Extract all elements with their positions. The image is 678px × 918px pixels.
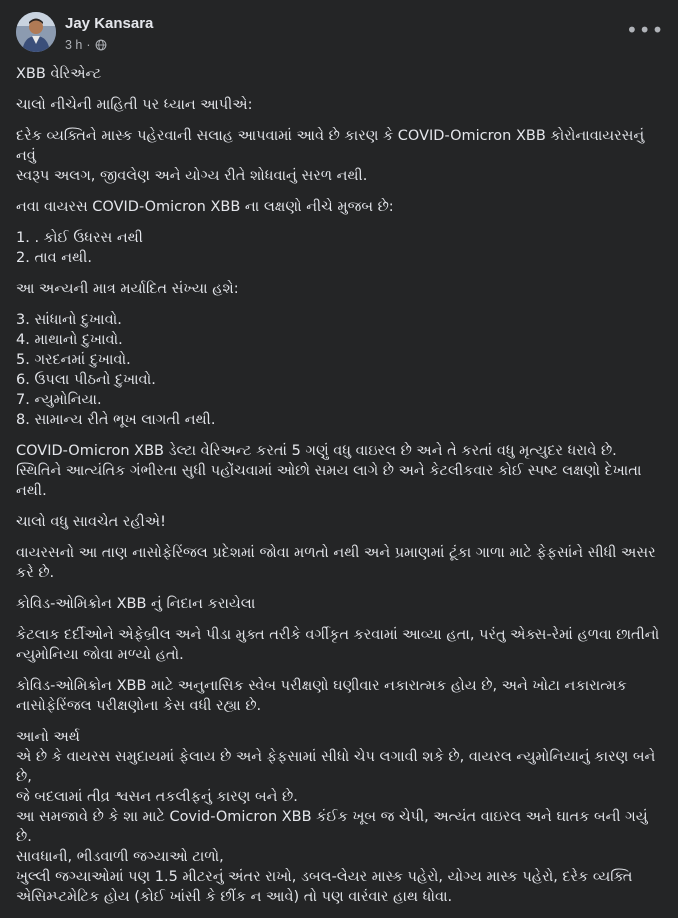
post-paragraph: ચાલો વધુ સાવચેત રહીએ! xyxy=(16,514,166,530)
ellipsis-icon[interactable]: ••• xyxy=(626,18,665,42)
meta-separator: · xyxy=(86,38,91,52)
post-paragraph: કોવિડ-ઓમિક્રોન XBB નું નિદાન કરાયેલા xyxy=(16,596,256,612)
post-paragraph: આ અન્યની માત્ર મર્યાદિત સંખ્યા હશે: xyxy=(16,281,239,297)
post-paragraph: ચાલો નીચેની માહિતી પર ધ્યાન આપીએ: xyxy=(16,97,253,113)
globe-icon[interactable] xyxy=(95,39,107,51)
post-paragraph: વાયરસનો આ તાણ નાસોફેરિંજલ પ્રદેશમાં જોવા મળતો નથી અને પ્રમાણમાં ટૂંકા ગાળા માટે ફેફસાંને સીધી અસર કરે છે. xyxy=(16,545,656,581)
author-avatar[interactable] xyxy=(16,12,56,52)
post-paragraph: 3. સાંધાનો દુખાવો. 4. માથાનો દુખાવો. 5. ગરદનમાં દુખાવો. 6. ઉપલા પીઠનો દુખાવો. 7. ન્યુમોનિયા. 8. સામાન્ય રીતે ભૂખ લાગતી નથી. xyxy=(16,312,216,428)
post-paragraph: દરેક વ્યક્તિને માસ્ક પહેરવાની સલાહ આપવામાં આવે છે કારણ કે COVID-Omicron XBB કોરોનાવાયરસનું નવું સ્વરૂપ અલગ, જીવલેણ અને યોગ્ય રીતે શોધવાનું સરળ નથી. xyxy=(16,128,645,184)
author-name[interactable]: Jay Kansara xyxy=(65,15,154,32)
post-header xyxy=(16,12,665,58)
post-paragraph: કોવિડ-ઓમિક્રોન XBB માટે અનુનાસિક સ્વેબ પરીક્ષણો ઘણીવાર નકારાત્મક હોય છે, અને ખોટા નકારાત્મક નાસોફેરિંજલ પરીક્ષણોના કેસ વધી રહ્યા છે. xyxy=(16,678,627,714)
post-paragraph: XBB વેરિએન્ટ xyxy=(16,66,102,82)
post-meta xyxy=(65,38,107,52)
post-content xyxy=(16,64,662,918)
post-paragraph: આનો અર્થ એ છે કે વાયરસ સમુદાયમાં ફેલાય છે અને ફેફસામાં સીધો ચેપ લગાવી શકે છે, વાયરલ ન્યુમોનિયાનું કારણ બને છે, જે બદલામાં તીવ્ર શ્વસન તકલીફનું કારણ બને છે. આ સમજાવે છે કે શા માટે Covid-Omicron XBB કંઈક ખૂબ જ ચેપી, અત્યંત વાઇરલ અને ઘાતક બની ગયું છે. સાવધાની, ભીડવાળી જગ્યાઓ ટાળો, ખુલ્લી જગ્યાઓમાં પણ 1.5 મીટરનું અંતર રાખો, ડબલ-લેયર માસ્ક પહેરો, યોગ્ય માસ્ક પહેરો, દરેક વ્યક્તિ એસિમ્પ્ટમેટિક હોય (કોઈ ખાંસી કે છીંક ન આવે) તો પણ વારંવાર હાથ ધોવા. xyxy=(16,729,656,905)
post-paragraph: કેટલાક દર્દીઓને એફેબ્રીલ અને પીડા મુક્ત તરીકે વર્ગીકૃત કરવામાં આવ્યા હતા, પરંતુ એક્સ-રેમાં હળવા છાતીનો ન્યુમોનિયા જોવા મળ્યો હતો. xyxy=(16,627,660,663)
post-paragraph: નવા વાયરસ COVID-Omicron XBB ના લક્ષણો નીચે મુજબ છે: xyxy=(16,199,394,215)
post-paragraph: 1. . કોઈ ઉધરસ નથી 2. તાવ નથી. xyxy=(16,230,143,266)
post-time[interactable]: 3 h xyxy=(65,38,83,52)
post-paragraph: COVID-Omicron XBB ડેલ્ટા વેરિઅન્ટ કરતાં 5 ગણું વધુ વાઇરલ છે અને તે કરતાં વધુ મૃત્યુદર ધરાવે છે. સ્થિતિને આત્યંતિક ગંભીરતા સુધી પહોંચવામાં ઓછો સમય લાગે છે અને કેટલીકવાર કોઈ સ્પષ્ટ લક્ષણો દેખાતા નથી. xyxy=(16,443,642,499)
